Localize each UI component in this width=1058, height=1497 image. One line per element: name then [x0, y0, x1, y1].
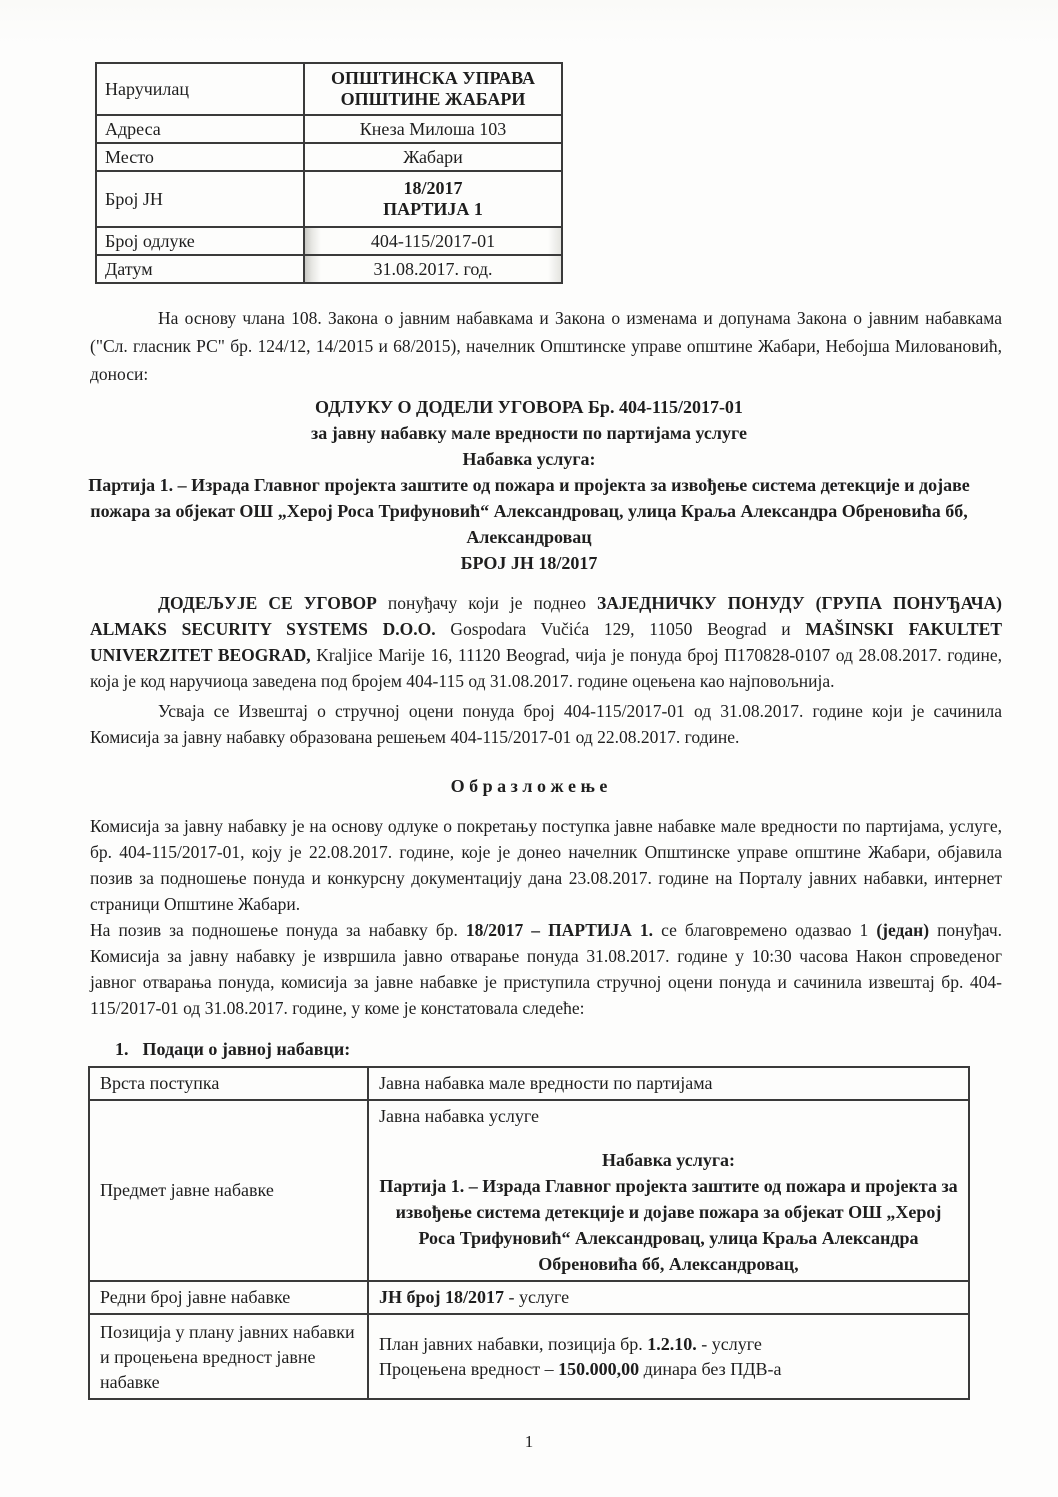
section-title: Подаци о јавној набавци:	[142, 1039, 351, 1059]
text-segment: Gospodara Vučića 129, 11050 Beograd и	[435, 619, 806, 639]
report-approval-paragraph: Усваја се Извештај о стручној оцени понуда број 404-115/2017-01 од 31.08.2017. године који је сачинила Комисија за јавну набавку образована решењем 404-115/2017-01 од 22.08.2017. године.	[90, 701, 1002, 747]
table-row	[96, 63, 562, 115]
decision-heading-line: ОДЛУКУ О ДОДЕЛИ УГОВОРА Бр. 404-115/2017-01	[315, 397, 743, 417]
section-1-heading	[115, 1039, 1058, 1060]
table-row	[96, 227, 562, 255]
table-row	[89, 1067, 969, 1100]
table-row	[89, 1314, 969, 1399]
text-segment: - услуге	[504, 1287, 570, 1307]
broj-odluke-label: Број одлуке	[96, 227, 304, 255]
procurement-data-table	[88, 1066, 970, 1400]
broj-odluke-value: 404-115/2017-01	[304, 227, 562, 255]
award-paragraph	[90, 590, 1002, 694]
text-segment: понуђач. Комисија за јавну набавку је извршила јавно отварање понуда 31.08.2017. године у 10:30 часова Након спроведеног јавног отварања понуда, комисија за јавне набавке је приступила стручној оцени понуда и сачинила извештај бр. 404-115/2017-01 од 31.08.2017. године, у коме је констатовала следеће:	[90, 920, 1002, 1018]
vrsta-value: Јавна набавка мале вредности по партијама	[368, 1067, 969, 1100]
pozicija-value	[368, 1314, 969, 1399]
vrsta-label: Врста поступка	[89, 1067, 368, 1100]
broj-jn-label: Број ЈН	[96, 171, 304, 227]
page-number: 1	[524, 1432, 534, 1451]
predmet-value	[368, 1100, 969, 1281]
adresa-label: Адреса	[96, 115, 304, 143]
mesto-value: Жабари	[304, 143, 562, 171]
text-line: ОПШТИНЕ ЖАБАРИ	[340, 89, 526, 109]
spacer	[379, 1129, 958, 1147]
intro-paragraph: На основу члана 108. Закона о јавним набавкама и Закона о изменама и допунама Закона о јавним набавкама ("Сл. гласник РС" бр. 124/12, 14/2015 и 68/2015), начелник Општинске управе општине Жабари, Небојша Миловановић, доноси:	[90, 308, 1002, 384]
predmet-value-description: Партија 1. – Израда Главног пројекта заштите од пожара и пројекта за извођење система детекције и дојаве пожара за објекат ОШ „Херој Роса Трифуновић“ Александровац, улица Краља Александра Обреновића бб, Александровац,	[379, 1176, 958, 1274]
decision-heading	[59, 394, 999, 576]
decision-heading-line: Партија 1. – Израда Главног пројекта заштите од пожара и пројекта за извођење система детекције и дојаве пожара за објекат ОШ „Херој Роса Трифуновић“ Александровац, улица Краља Александра Обреновића бб, Александровац	[88, 475, 970, 547]
decision-heading-line: Набавка услуга:	[462, 449, 596, 469]
explanation-heading: О б р а з л о ж е њ е	[450, 776, 608, 796]
text-segment: 150.000,00	[558, 1358, 640, 1379]
text-segment: 1.2.10.	[647, 1333, 697, 1354]
text-segment: понуђачу који је поднео	[376, 593, 597, 613]
text-line: ПАРТИЈА 1	[383, 199, 483, 219]
narucilac-label: Наручилац	[96, 63, 304, 115]
procena-line	[379, 1357, 958, 1382]
offers-paragraph	[90, 917, 1002, 1021]
section-number: 1.	[115, 1039, 129, 1059]
text-segment: (један)	[876, 920, 930, 940]
header-table	[95, 62, 563, 284]
decision-heading-line: БРОЈ ЈН 18/2017	[460, 553, 598, 573]
adresa-value: Кнеза Милоша 103	[304, 115, 562, 143]
text-segment: На позив за подношење понуда за набавку бр.	[90, 920, 466, 940]
predmet-value-line: Јавна набавка услуге	[379, 1106, 539, 1126]
text-segment: динара без ПДВ-а	[639, 1358, 782, 1379]
text-segment: План јавних набавки, позиција бр.	[379, 1333, 648, 1354]
datum-label: Датум	[96, 255, 304, 283]
text-segment: ЈН број 18/2017	[379, 1287, 505, 1307]
text-segment: се благовремено одазвао 1	[653, 920, 877, 940]
table-row	[96, 255, 562, 283]
broj-jn-value	[304, 171, 562, 227]
text-segment: ЗАЈЕДНИЧКУ ПОНУДУ (ГРУПА ПОНУЂАЧА) ALMAKS SECURITY SYSTEMS D.O.O.	[90, 593, 1003, 639]
datum-value: 31.08.2017. год.	[304, 255, 562, 283]
pozicija-label: Позиција у плану јавних набавки и процењена вредност јавне набавке	[89, 1314, 368, 1399]
redni-broj-value	[368, 1281, 969, 1314]
commission-paragraph: Комисија за јавну набавку је на основу одлуке о покретању поступка јавне набавке мале вредности по партијама, услуге, бр. 404-115/2017-01, коју је 22.08.2017. године, које је донео начелник Општинске управе општине Жабари, објавила позив за подношење понуда и конкурсну документацију дана 23.08.2017. године на Порталу јавних набавки, интернет страници Општине Жабари.	[90, 816, 1002, 914]
table-row	[96, 171, 562, 227]
text-line: 18/2017	[403, 178, 463, 198]
redni-broj-label: Редни број јавне набавке	[89, 1281, 368, 1314]
text-segment: Kraljice Marije 16, 11120 Beograd, чија је понуда број П170828-0107 од 28.08.2017. године, која је код наручиоца заведена под бројем 404-115 од 31.08.2017. године оцењена као најповољнија.	[90, 645, 1003, 691]
text-segment: - услуге	[696, 1333, 762, 1354]
narucilac-value	[304, 63, 562, 115]
text-segment: 18/2017 – ПАРТИЈА 1.	[465, 920, 654, 940]
plan-line	[379, 1332, 958, 1357]
decision-heading-line: за јавну набавку мале вредности по партијама услуге	[311, 423, 747, 443]
text-line: ОПШТИНСКА УПРАВА	[330, 68, 536, 88]
table-row	[96, 143, 562, 171]
text-segment: Процењена вредност –	[379, 1358, 559, 1379]
mesto-label: Место	[96, 143, 304, 171]
table-row	[89, 1281, 969, 1314]
text-segment: ДОДЕЉУЈЕ СЕ УГОВОР	[158, 593, 377, 613]
text-segment: MAŠINSKI FAKULTET UNIVERZITET BEOGRAD,	[90, 619, 1002, 665]
table-row	[96, 115, 562, 143]
predmet-label: Предмет јавне набавке	[89, 1100, 368, 1281]
table-row	[89, 1100, 969, 1281]
predmet-value-subtitle: Набавка услуга:	[601, 1150, 736, 1170]
